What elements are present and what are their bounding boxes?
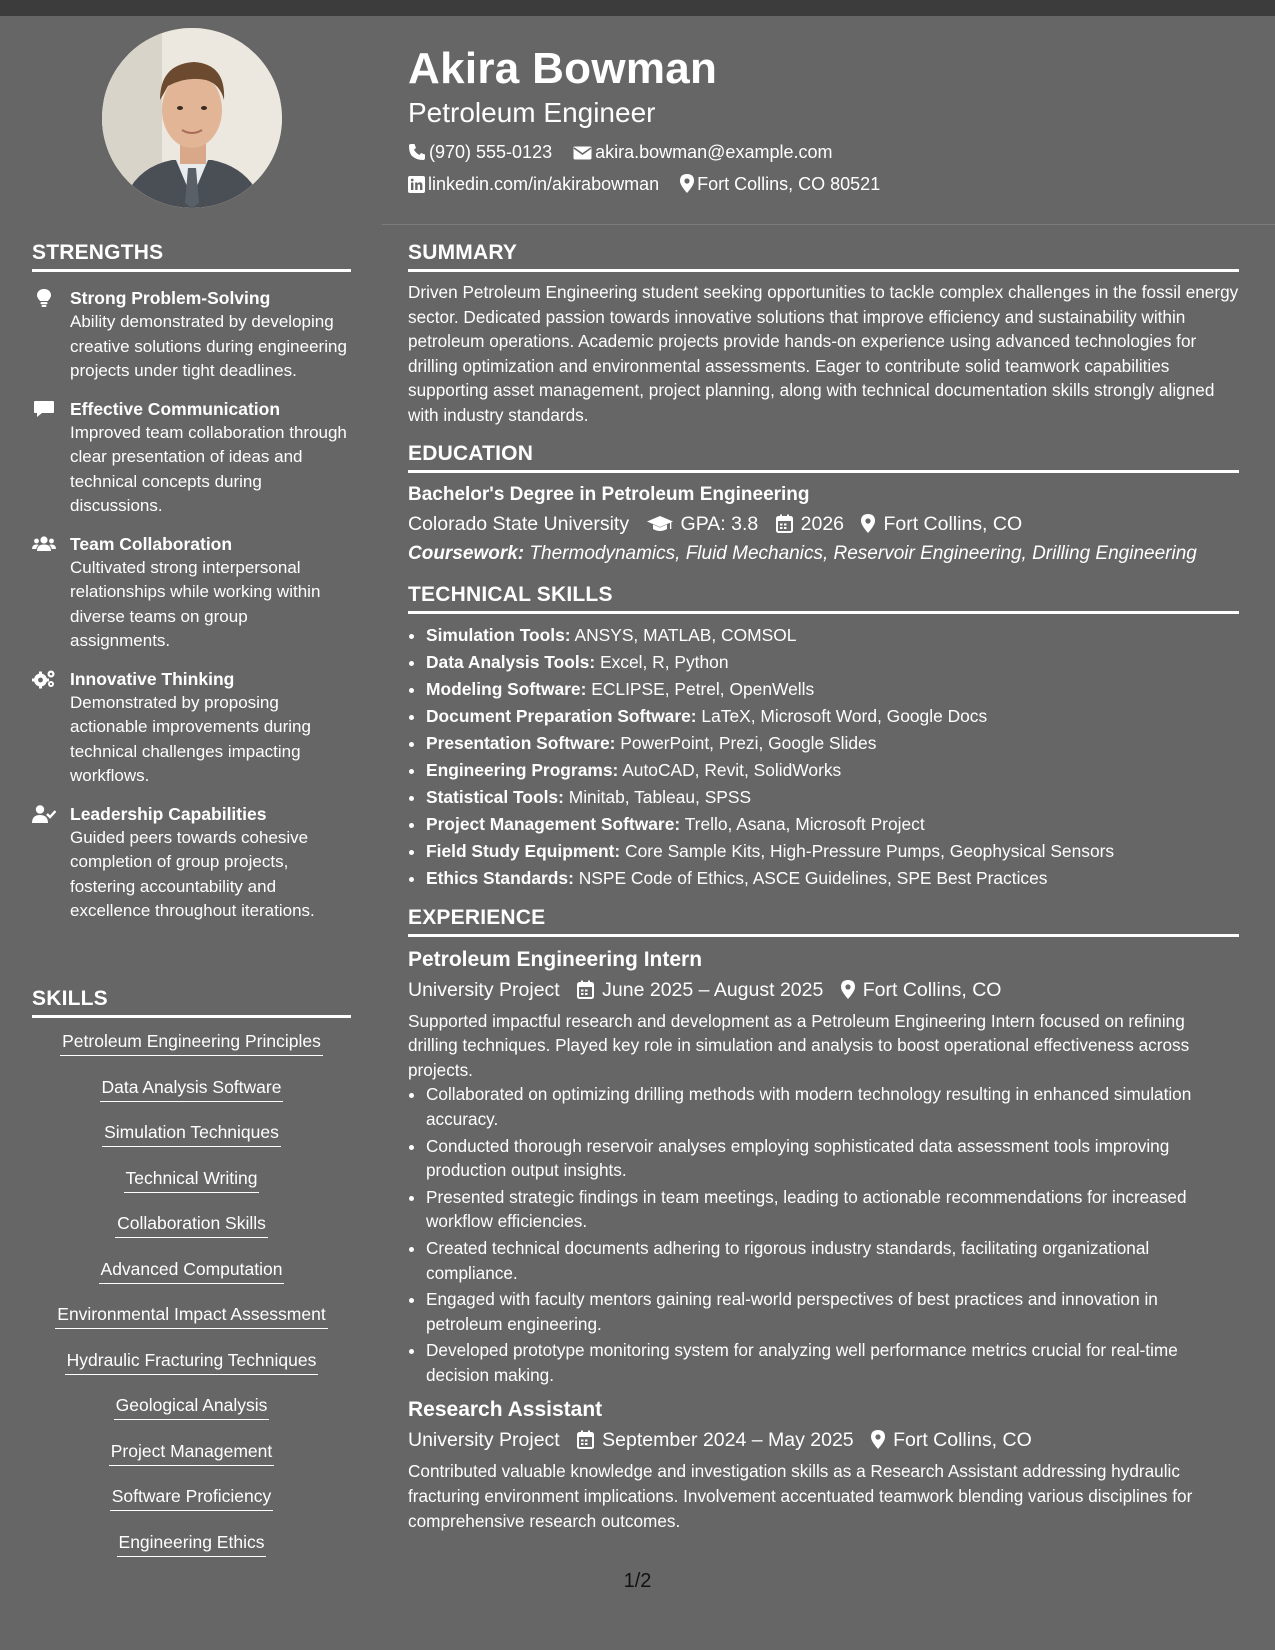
job-title: Research Assistant <box>408 1398 603 1422</box>
linkedin-icon <box>408 176 425 193</box>
linkedin-text[interactable]: linkedin.com/in/akirabowman <box>428 174 660 194</box>
skill-values: AutoCAD, Revit, SolidWorks <box>622 759 842 780</box>
skill-values: PowerPoint, Prezi, Google Slides <box>620 732 877 753</box>
email-contact[interactable] <box>573 136 832 168</box>
technical-skill-item <box>426 784 1239 811</box>
job-org: University Project <box>408 978 560 1001</box>
skill-category: Data Analysis Tools: <box>426 651 596 672</box>
skill-values: ECLIPSE, Petrel, OpenWells <box>591 678 815 699</box>
strength-description: Demonstrated by proposing actionable improvements during technical challenges impacting workflows. <box>70 692 311 785</box>
technical-skills-list <box>408 622 1239 892</box>
job-dates-item <box>577 1425 854 1455</box>
skills-section <box>32 987 351 1576</box>
graduation-cap-icon <box>647 515 673 533</box>
technical-skill-item <box>426 757 1239 784</box>
skill-category: Engineering Programs: <box>426 759 619 780</box>
skills-heading: SKILLS <box>32 987 351 1018</box>
strengths-heading: STRENGTHS <box>32 241 351 272</box>
technical-skill-item <box>426 865 1239 892</box>
phone-contact <box>408 136 552 168</box>
skill-label: Environmental Impact Assessment <box>55 1303 327 1329</box>
job-meta <box>408 975 1239 1005</box>
technical-skill-item <box>426 703 1239 730</box>
skills-list <box>32 1018 351 1557</box>
education-section <box>408 442 1239 569</box>
job-location: Fort Collins, CO <box>862 978 1002 1001</box>
strength-title: Leadership Capabilities <box>70 803 267 824</box>
summary-section <box>408 241 1239 428</box>
summary-heading: SUMMARY <box>408 241 1239 272</box>
right-column <box>408 241 1239 1547</box>
location-contact <box>680 168 880 200</box>
skill-item <box>32 1121 351 1147</box>
technical-skill-item <box>426 622 1239 649</box>
coursework-list: Thermodynamics, Fluid Mechanics, Reservoir Engineering, Drilling Engineering <box>529 542 1197 564</box>
calendar-icon <box>577 1430 594 1449</box>
strength-title: Innovative Thinking <box>70 668 235 689</box>
strength-title: Team Collaboration <box>70 533 233 554</box>
candidate-name: Akira Bowman <box>408 44 718 93</box>
strength-description: Improved team collaboration through clear presentation of ideas and technical concepts during discussions. <box>70 422 347 515</box>
skill-label: Hydraulic Fracturing Techniques <box>65 1349 319 1375</box>
strength-item <box>32 802 351 924</box>
strength-item <box>32 286 351 384</box>
strength-title: Strong Problem-Solving <box>70 288 271 308</box>
strength-title: Effective Communication <box>70 398 281 419</box>
profile-photo <box>102 28 282 208</box>
job-dates: June 2025 – August 2025 <box>602 978 824 1001</box>
contact-row-2 <box>408 168 1248 200</box>
speech-bubble-icon <box>32 399 56 419</box>
year-item <box>776 509 844 539</box>
skill-label: Geological Analysis <box>114 1394 270 1420</box>
skill-category: Simulation Tools: <box>426 624 571 645</box>
calendar-icon <box>577 980 594 999</box>
resume-header <box>408 40 1248 200</box>
skill-item <box>32 1440 351 1466</box>
strength-description: Cultivated strong interpersonal relationships while working within diverse teams on group assignments. <box>70 557 321 650</box>
skill-item <box>32 1394 351 1420</box>
skill-label: Software Proficiency <box>110 1485 274 1511</box>
gpa-text: GPA: 3.8 <box>680 512 759 535</box>
job-dates-item <box>577 975 823 1005</box>
education-heading: EDUCATION <box>408 442 1239 473</box>
skill-item <box>32 1349 351 1375</box>
education-meta <box>408 509 1239 539</box>
skill-item <box>32 1303 351 1329</box>
skill-values: Core Sample Kits, High-Pressure Pumps, Geophysical Sensors <box>625 840 1115 861</box>
job-bullet: • Engaged with faculty mentors gaining real-world perspectives of best practices and innovation in petroleum engineering. <box>426 1287 1239 1336</box>
linkedin-contact[interactable] <box>408 168 659 200</box>
skill-item <box>32 1258 351 1284</box>
job-bullet: • Collaborated on optimizing drilling methods with modern technology resulting in enhanced simulation accuracy. <box>426 1082 1239 1131</box>
email-text[interactable]: akira.bowman@example.com <box>595 142 833 162</box>
job-bullet: • Conducted thorough reservoir analyses employing sophisticated data assessment tools improving production output insights. <box>426 1134 1239 1183</box>
experience-section <box>408 906 1239 1534</box>
job-org: University Project <box>408 1429 560 1452</box>
skill-category: Field Study Equipment: <box>426 840 621 861</box>
job-description: Contributed valuable knowledge and investigation skills as a Research Assistant addressing hydraulic fracturing environment implications. Involvement accentuated teamwork blending various disciplines for comprehensive research outcomes. <box>408 1461 1193 1531</box>
job-description: Supported impactful research and development as a Petroleum Engineering Intern focused on refining drilling techniques. Played key role in simulation and analysis to boost operational effectiveness across projects. <box>408 1010 1190 1080</box>
map-pin-icon <box>871 1430 885 1449</box>
gears-icon <box>32 669 56 689</box>
skill-values: Minitab, Tableau, SPSS <box>568 786 752 807</box>
job-bullet: • Presented strategic findings in team meetings, leading to actionable recommendations for increased workflow efficiencies. <box>426 1185 1239 1234</box>
technical-skill-item <box>426 811 1239 838</box>
education-location: Fort Collins, CO <box>883 512 1023 535</box>
skill-values: Trello, Asana, Microsoft Project <box>684 813 925 834</box>
skill-item <box>32 1167 351 1193</box>
strengths-section <box>32 241 351 924</box>
strength-item <box>32 397 351 519</box>
skill-label: Technical Writing <box>124 1167 260 1193</box>
location-text: Fort Collins, CO 80521 <box>697 174 881 194</box>
experience-heading: EXPERIENCE <box>408 906 1239 937</box>
skill-label: Petroleum Engineering Principles <box>60 1030 323 1056</box>
job-location: Fort Collins, CO <box>893 1429 1032 1452</box>
skill-category: Presentation Software: <box>426 732 616 753</box>
job-dates: September 2024 – May 2025 <box>602 1429 854 1452</box>
technical-skill-item <box>426 730 1239 757</box>
skill-label: Collaboration Skills <box>115 1212 268 1238</box>
strength-description: Guided peers towards cohesive completion of group projects, fostering accountability and excellence throughout iterations. <box>70 827 315 920</box>
skill-values: ANSYS, MATLAB, COMSOL <box>574 624 797 645</box>
graduation-year: 2026 <box>800 512 845 535</box>
skill-category: Modeling Software: <box>426 678 587 699</box>
phone-text: (970) 555-0123 <box>429 142 553 162</box>
degree-title: Bachelor's Degree in Petroleum Engineering <box>408 483 810 505</box>
contact-row-1 <box>408 136 1248 168</box>
skill-label: Data Analysis Software <box>100 1076 284 1102</box>
map-pin-icon <box>680 174 694 193</box>
job-title: Petroleum Engineer <box>408 97 656 128</box>
job-title: Petroleum Engineering Intern <box>408 947 703 971</box>
user-check-icon <box>32 804 56 824</box>
job-bullet: • Developed prototype monitoring system for analyzing well performance metrics crucial for real-time decision making. <box>426 1338 1239 1387</box>
lightbulb-icon <box>32 288 56 308</box>
job-entry <box>408 1395 1239 1533</box>
technical-skill-item <box>426 676 1239 703</box>
job-bullets <box>408 1082 1239 1387</box>
strength-item <box>32 532 351 654</box>
skill-item <box>32 1531 351 1557</box>
top-bar <box>0 0 1275 16</box>
page-number: 1/2 <box>623 1570 652 1592</box>
calendar-icon <box>776 514 793 533</box>
coursework-line <box>408 539 1239 569</box>
skill-category: Document Preparation Software: <box>426 705 697 726</box>
skill-item <box>32 1485 351 1511</box>
skill-label: Engineering Ethics <box>117 1531 267 1557</box>
skill-values: LaTeX, Microsoft Word, Google Docs <box>701 705 988 726</box>
job-location-item <box>871 1425 1032 1455</box>
skill-category: Project Management Software: <box>426 813 681 834</box>
skill-label: Simulation Techniques <box>102 1121 281 1147</box>
coursework-label: Coursework: <box>408 542 525 564</box>
skill-item <box>32 1212 351 1238</box>
summary-text: Driven Petroleum Engineering student seeking opportunities to tackle complex challenges in the fossil energy sector. Dedicated passion towards innovative solutions that improve efficiency and sustainability within petroleum operations. Academic projects provide hands-on experience using advanced technologies for drilling optimization and environmental assessments. Eager to contribute solid teamwork capabilities supporting asset management, project planning, along with technical documentation skills strongly aligned with industry standards. <box>408 282 1239 425</box>
technical-skill-item <box>426 838 1239 865</box>
school-name: Colorado State University <box>408 512 630 535</box>
education-location-item <box>861 509 1022 539</box>
phone-icon <box>408 143 426 161</box>
skill-values: NSPE Code of Ethics, ASCE Guidelines, SPE Best Practices <box>578 867 1048 888</box>
strength-item <box>32 667 351 789</box>
skill-values: Excel, R, Python <box>599 651 729 672</box>
envelope-icon <box>573 145 592 161</box>
header-divider <box>382 224 1275 225</box>
technical-skill-item <box>426 649 1239 676</box>
gpa-item <box>647 509 759 539</box>
technical-skills-section <box>408 583 1239 892</box>
job-bullet: • Created technical documents adhering to rigorous industry standards, facilitating organizational compliance. <box>426 1236 1239 1285</box>
users-icon <box>32 534 56 554</box>
technical-skills-heading: TECHNICAL SKILLS <box>408 583 1239 614</box>
job-meta <box>408 1425 1239 1455</box>
skill-category: Statistical Tools: <box>426 786 564 807</box>
skill-item <box>32 1076 351 1102</box>
strength-description: Ability demonstrated by developing creative solutions during engineering projects under tight deadlines. <box>70 312 347 380</box>
skill-category: Ethics Standards: <box>426 867 574 888</box>
skill-label: Advanced Computation <box>99 1258 285 1284</box>
skill-item <box>32 1030 351 1056</box>
skill-label: Project Management <box>109 1440 274 1466</box>
job-location-item <box>841 975 1002 1005</box>
job-entry <box>408 945 1239 1388</box>
map-pin-icon <box>861 514 875 533</box>
map-pin-icon <box>841 980 855 999</box>
